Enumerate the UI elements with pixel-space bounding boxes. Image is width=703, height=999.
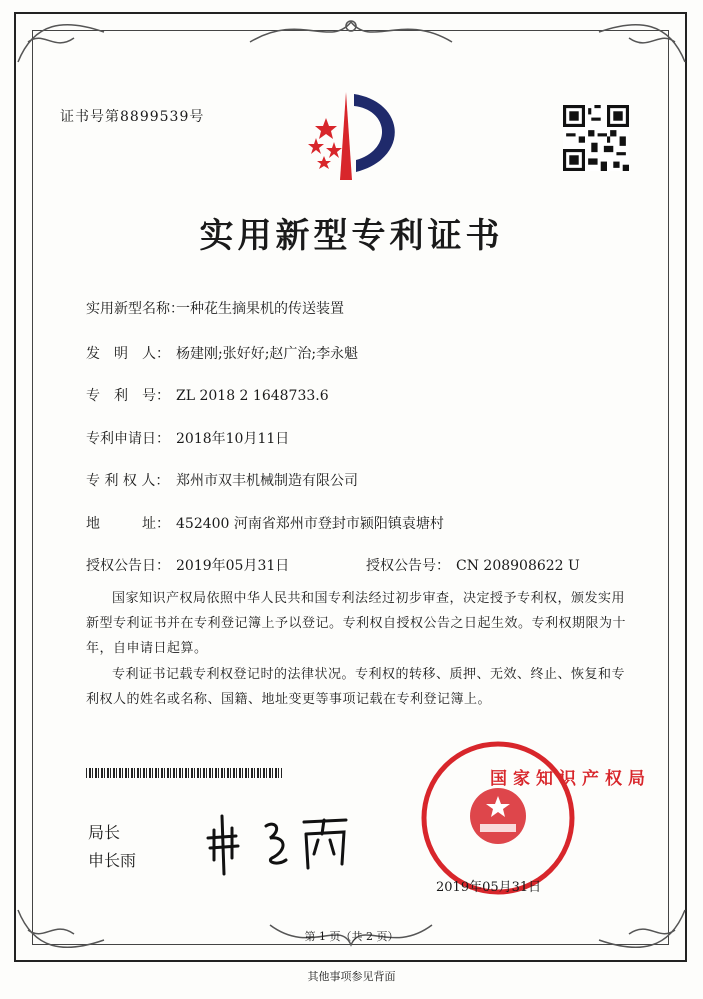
field-patentee — [86, 470, 358, 490]
field-label: 实用新型名称： — [86, 301, 184, 317]
certificate-title: 实用新型专利证书 — [199, 216, 504, 256]
signature-name: 申长雨 — [88, 851, 137, 870]
field-inventors — [86, 343, 358, 363]
barcode — [86, 768, 282, 778]
field-label: 专利申请日： — [86, 431, 170, 447]
field-filing-date — [86, 428, 289, 448]
legal-paragraph: 专利证书记载专利权登记时的法律状况。专利权的转移、质押、无效、终止、恢复和专利权人的姓名或名称、国籍、地址变更等事项记载在专利登记簿上。 — [86, 667, 626, 707]
field-value: 2018年10月11日 — [176, 431, 290, 447]
field-value: 452400 河南省郑州市登封市颍阳镇袁塘村 — [176, 516, 444, 532]
top-center-ornament — [240, 12, 463, 52]
field-value: ZL 2018 2 1648733.6 — [176, 388, 329, 404]
field-address — [86, 513, 444, 533]
field-grant-date — [86, 555, 289, 575]
signature-title: 局长 — [88, 823, 121, 842]
field-value: 2019年05月31日 — [176, 558, 290, 574]
corner-ornament-top-right — [579, 12, 689, 72]
certificate-number: 证书号第8899539号 — [60, 109, 205, 125]
field-value: 杨建刚;张好好;赵广治;李永魁 — [176, 346, 359, 362]
field-label: 专 利 号： — [86, 388, 170, 404]
bottom-note: 其他事项参见背面 — [307, 970, 396, 983]
handwritten-signature — [196, 800, 366, 880]
field-value: 郑州市双丰机械制造有限公司 — [176, 473, 358, 489]
qr-code — [563, 105, 629, 171]
field-label: 授权公告号： — [366, 558, 450, 574]
field-utility-name — [86, 298, 344, 318]
field-label: 授权公告日： — [86, 558, 170, 574]
field-value: CN 208908622 U — [456, 558, 580, 574]
seal-date: 2019年05月31日 — [436, 880, 542, 895]
field-label: 地 址： — [86, 516, 170, 532]
field-patent-number — [86, 385, 329, 405]
field-grant-number — [366, 555, 580, 575]
seal-text: 国家知识产权局 — [490, 769, 651, 789]
field-label: 发 明 人： — [86, 346, 170, 362]
patent-office-logo — [296, 88, 408, 188]
corner-ornament-top-left — [14, 12, 124, 72]
page-number: 第 1 页（共 2 页） — [304, 930, 399, 943]
field-label: 专 利 权 人： — [86, 473, 170, 489]
field-value: 一种花生摘果机的传送装置 — [176, 301, 344, 317]
legal-paragraph: 国家知识产权局依照中华人民共和国专利法经过初步审查，决定授予专利权，颁发实用新型专利证书并在专利登记簿上予以登记。专利权自授权公告之日起生效。专利权期限为十年，自申请日起算。 — [86, 591, 627, 656]
